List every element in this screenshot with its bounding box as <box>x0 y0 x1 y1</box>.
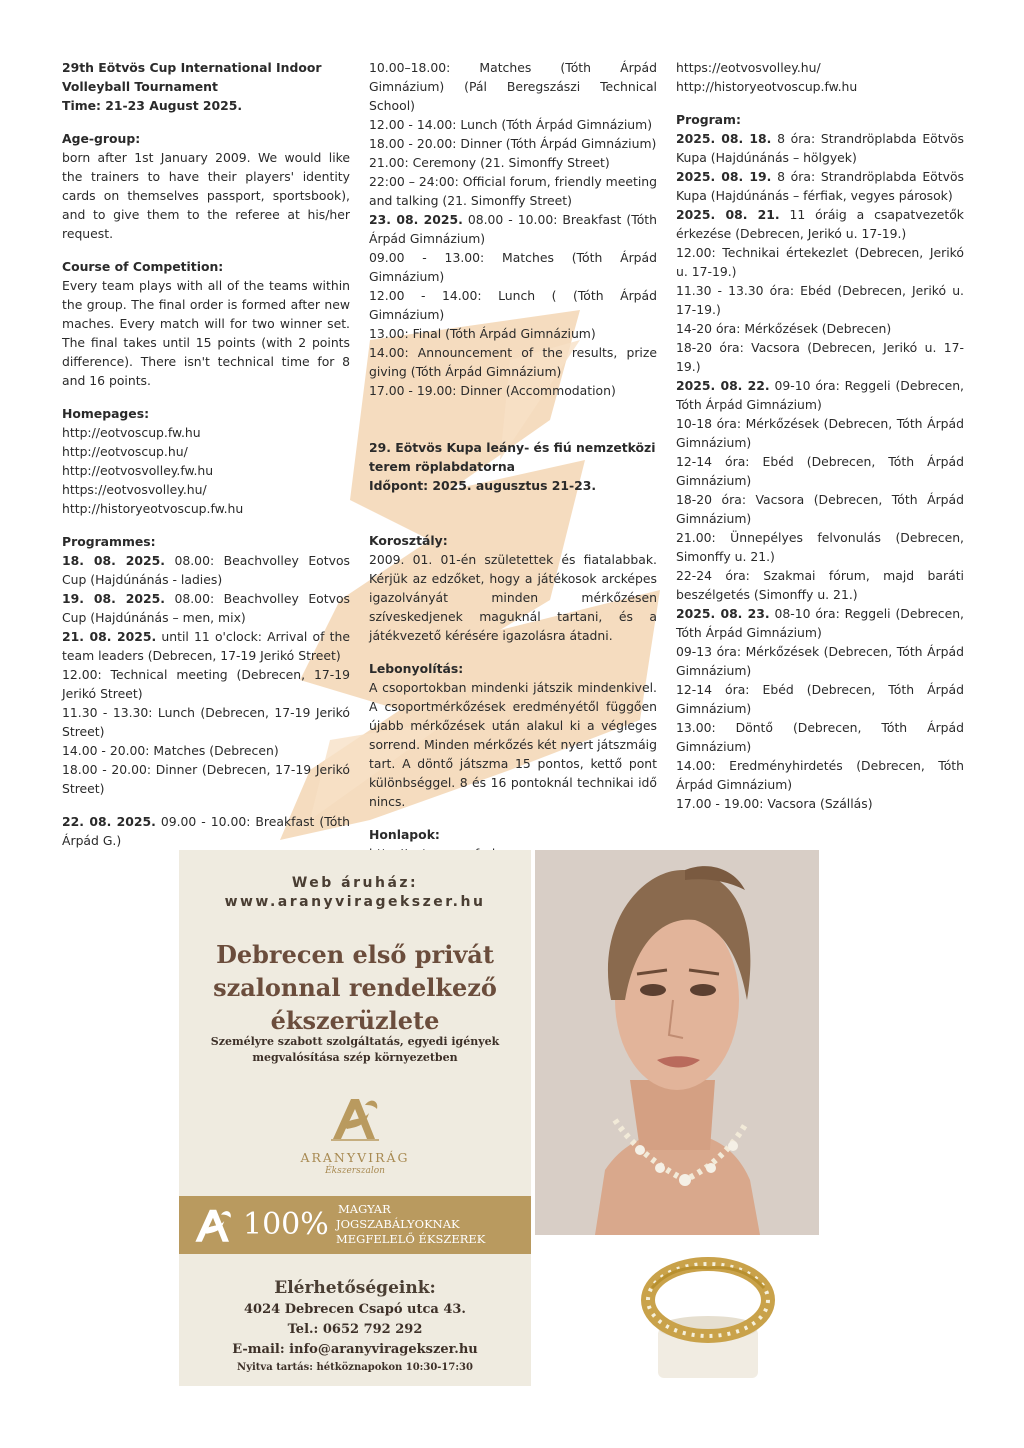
ad-web-label: Web áruház: <box>291 875 419 891</box>
programme-item: 14-20 óra: Mérkőzések (Debrecen) <box>676 321 892 336</box>
en-programmes-heading: Programmes: <box>62 534 156 549</box>
en-title-line-3: Time: 21-23 August 2025. <box>62 98 243 113</box>
ad-subline: Személyre szabott szolgáltatás, egyedi igények megvalósítása szép környezetben <box>210 1035 500 1064</box>
programme-item: 22:00 – 24:00: Official forum, friendly meeting and talking (21. Simonffy Street) <box>369 174 657 208</box>
programme-item: 18. 08. 2025. 08.00: Beachvolley Eotvos Cup (Hajdúnánás - ladies) <box>62 553 350 587</box>
programme-item: 09.00 - 13.00: Matches (Tóth Árpád Gimnázium) <box>369 250 657 284</box>
programme-item: 21. 08. 2025. until 11 o'clock: Arrival of the team leaders (Debrecen, 17-19 Jerikó Street) <box>62 629 350 663</box>
hu-age-heading: Korosztály: <box>369 533 448 548</box>
ad-band-text: MAGYAR JOGSZABÁLYOKNAK MEGFELELŐ ÉKSZEREK <box>336 1202 486 1246</box>
homepage-link[interactable]: http://eotvoscup.hu/ <box>62 444 188 459</box>
programme-item: 10-18 óra: Mérkőzések (Debrecen, Tóth Árpád Gimnázium) <box>676 416 964 450</box>
hu-program-heading: Program: <box>676 112 741 127</box>
ad-web-url[interactable]: www.aranyviragekszer.hu <box>224 894 486 910</box>
homepage-link[interactable]: http://historyeotvoscup.fw.hu <box>62 501 244 516</box>
programme-item: 14.00: Announcement of the results, prize giving (Tóth Árpád Gimnázium) <box>369 345 657 379</box>
hungarian-column-3 <box>676 58 964 813</box>
ad-address: 4024 Debrecen Csapó utca 43. <box>244 1302 466 1317</box>
hu-title-line-1: 29. Eötvös Kupa leány- és fiú nemzetközi <box>369 440 656 455</box>
hu-program-list <box>676 129 964 813</box>
programme-item: 14.00 - 20.00: Matches (Debrecen) <box>62 743 279 758</box>
en-programme-item: 22. 08. 2025. 09.00 - 10.00: Breakfast (Tóth Árpád G.) <box>62 814 350 848</box>
programme-item: 18-20 óra: Vacsora (Debrecen, Tóth Árpád Gimnázium) <box>676 492 964 526</box>
programme-item: 12-14 óra: Ebéd (Debrecen, Tóth Árpád Gimnázium) <box>676 682 964 716</box>
programme-item: 13.00: Döntő (Debrecen, Tóth Árpád Gimnázium) <box>676 720 964 754</box>
aranyvirag-logo-icon <box>189 1202 237 1248</box>
programme-item: 21.00: Ceremony (21. Simonffy Street) <box>369 155 610 170</box>
programme-item: 2025. 08. 21. 11 óráig a csapatvezetők érkezése (Debrecen, Jerikó u. 17-19.) <box>676 207 964 241</box>
aranyvirag-logo-icon <box>325 1093 385 1143</box>
homepage-link[interactable]: http://historyeotvoscup.fw.hu <box>676 79 858 94</box>
ad-contact <box>179 1276 531 1376</box>
homepage-link[interactable]: http://eotvoscup.fw.hu <box>62 425 201 440</box>
programme-item: 10.00–18.00: Matches (Tóth Árpád Gimnázium) (Pál Beregszászi Technical School) <box>369 60 657 113</box>
ad-brand-name: ARANYVIRÁG <box>300 1150 410 1165</box>
programme-item: 23. 08. 2025. 08.00 - 10.00: Breakfast (Tóth Árpád Gimnázium) <box>369 212 657 246</box>
programme-item: 12-14 óra: Ebéd (Debrecen, Tóth Árpád Gimnázium) <box>676 454 964 488</box>
en-programme-list <box>62 551 350 798</box>
en-course-heading: Course of Competition: <box>62 259 224 274</box>
en-programme-list-continued <box>369 58 657 400</box>
programme-item: 14.00: Eredményhirdetés (Debrecen, Tóth Árpád Gimnázium) <box>676 758 964 792</box>
programme-item: 12.00 - 14.00: Lunch (Tóth Árpád Gimnázium) <box>369 117 653 132</box>
programme-item: 19. 08. 2025. 08.00: Beachvolley Eotvos Cup (Hajdúnánás – men, mix) <box>62 591 350 625</box>
homepage-link[interactable]: http://eotvosvolley.fw.hu <box>62 463 214 478</box>
programme-item: 17.00 - 19.00: Vacsora (Szállás) <box>676 796 873 811</box>
ad-guarantee-band <box>179 1196 531 1254</box>
homepage-link[interactable]: https://eotvosvolley.hu/ <box>676 60 821 75</box>
hu-age-text: 2009. 01. 01-én születettek és fiatalabbak. Kérjük az edzőket, hogy a játékosok arcképes igazolványát minden mérkőzésen szíveskedjenek maguknál tartani, és a játékvezető kérésére igazolásra átadni. <box>369 552 657 643</box>
hu-homepages-heading: Honlapok: <box>369 827 440 842</box>
en-title-line-1: 29th Eötvös Cup International Indoor <box>62 60 322 75</box>
en-title-line-2: Volleyball Tournament <box>62 79 218 94</box>
programme-item: 18.00 - 20.00: Dinner (Tóth Árpád Gimnázium) <box>369 136 657 151</box>
hu-course-text: A csoportokban mindenki játszik mindenkivel. A csoportmérkőzések eredményétől függően újabb mérkőzések után alakul ki a végleges sorrend. Minden mérkőzés két nyert játszmáig tart. A döntő játszma 15 pontos, kettő pont különbséggel. 8 és 16 pontoknál technikai idő nincs. <box>369 680 657 809</box>
ad-contact-title: Elérhetőségeink: <box>274 1278 436 1298</box>
programme-item: 22-24 óra: Szakmai fórum, majd baráti beszélgetés (Simonffy u. 21.) <box>676 568 964 602</box>
programme-item: 11.30 - 13.30 óra: Ebéd (Debrecen, Jerikó u. 17-19.) <box>676 283 964 317</box>
programme-item: 12.00: Technical meeting (Debrecen, 17-19 Jerikó Street) <box>62 667 350 701</box>
hu-course-heading: Lebonyolítás: <box>369 661 464 676</box>
column-2 <box>369 58 657 901</box>
programme-item: 2025. 08. 19. 8 óra: Strandröplabda Eötvös Kupa (Hajdúnánás – férfiak, vegyes párosok) <box>676 169 964 203</box>
english-column-1 <box>62 58 350 850</box>
en-course-text: Every team plays with all of the teams within the group. The final order is formed after new maches. Every match will for two winner set. The final takes until 15 points (with 2 points difference). There isn't technical time for 8 and 16 points. <box>62 278 350 388</box>
programme-item: 2025. 08. 22. 09-10 óra: Reggeli (Debrecen, Tóth Árpád Gimnázium) <box>676 378 964 412</box>
jewelry-advertisement <box>179 850 531 1386</box>
programme-item: 17.00 - 19.00: Dinner (Accommodation) <box>369 383 616 398</box>
programme-item: 09-13 óra: Mérkőzések (Debrecen, Tóth Árpád Gimnázium) <box>676 644 964 678</box>
ad-percent: 100% <box>243 1207 329 1242</box>
en-age-text: born after 1st January 2009. We would like the trainers to have their players' identity cards on themselves passport, sportsbook), and to give them to the referee at his/her request. <box>62 150 350 241</box>
programme-item: 12.00 - 14.00: Lunch ( (Tóth Árpád Gimnázium) <box>369 288 657 322</box>
programme-item: 12.00: Technikai értekezlet (Debrecen, Jerikó u. 17-19.) <box>676 245 964 279</box>
programme-item: 18-20 óra: Vacsora (Debrecen, Jerikó u. 17-19.) <box>676 340 964 374</box>
hu-title-line-2: terem röplabdatorna <box>369 459 515 474</box>
hu-title-line-3: Időpont: 2025. augusztus 21-23. <box>369 478 597 493</box>
programme-item: 18.00 - 20.00: Dinner (Debrecen, 17-19 Jerikó Street) <box>62 762 350 796</box>
model-portrait-image <box>535 850 819 1235</box>
programme-item: 13.00: Final (Tóth Árpád Gimnázium) <box>369 326 596 341</box>
ad-web-shop <box>179 874 531 912</box>
ad-email[interactable]: E-mail: info@aranyviragekszer.hu <box>232 1342 478 1357</box>
programme-item: 11.30 - 13.30: Lunch (Debrecen, 17-19 Jerikó Street) <box>62 705 350 739</box>
homepage-link[interactable]: https://eotvosvolley.hu/ <box>62 482 207 497</box>
ad-brand-sub: Ékszerszalon <box>325 1166 385 1176</box>
gold-ring-image <box>628 1240 788 1386</box>
en-homepages-list <box>62 423 350 518</box>
programme-item: 2025. 08. 23. 08-10 óra: Reggeli (Debrecen, Tóth Árpád Gimnázium) <box>676 606 964 640</box>
en-age-heading: Age-group: <box>62 131 141 146</box>
ad-headline: Debrecen első privát szalonnal rendelkező ékszerüzlete <box>213 940 497 1035</box>
en-homepages-heading: Homepages: <box>62 406 150 421</box>
programme-item: 2025. 08. 18. 8 óra: Strandröplabda Eötvös Kupa (Hajdúnánás – hölgyek) <box>676 131 964 165</box>
ad-phone[interactable]: Tel.: 0652 792 292 <box>287 1322 423 1337</box>
ad-hours: Nyitva tartás: hétköznapokon 10:30-17:30 <box>237 1362 473 1373</box>
programme-item: 21.00: Ünnepélyes felvonulás (Debrecen, Simonffy u. 21.) <box>676 530 964 564</box>
